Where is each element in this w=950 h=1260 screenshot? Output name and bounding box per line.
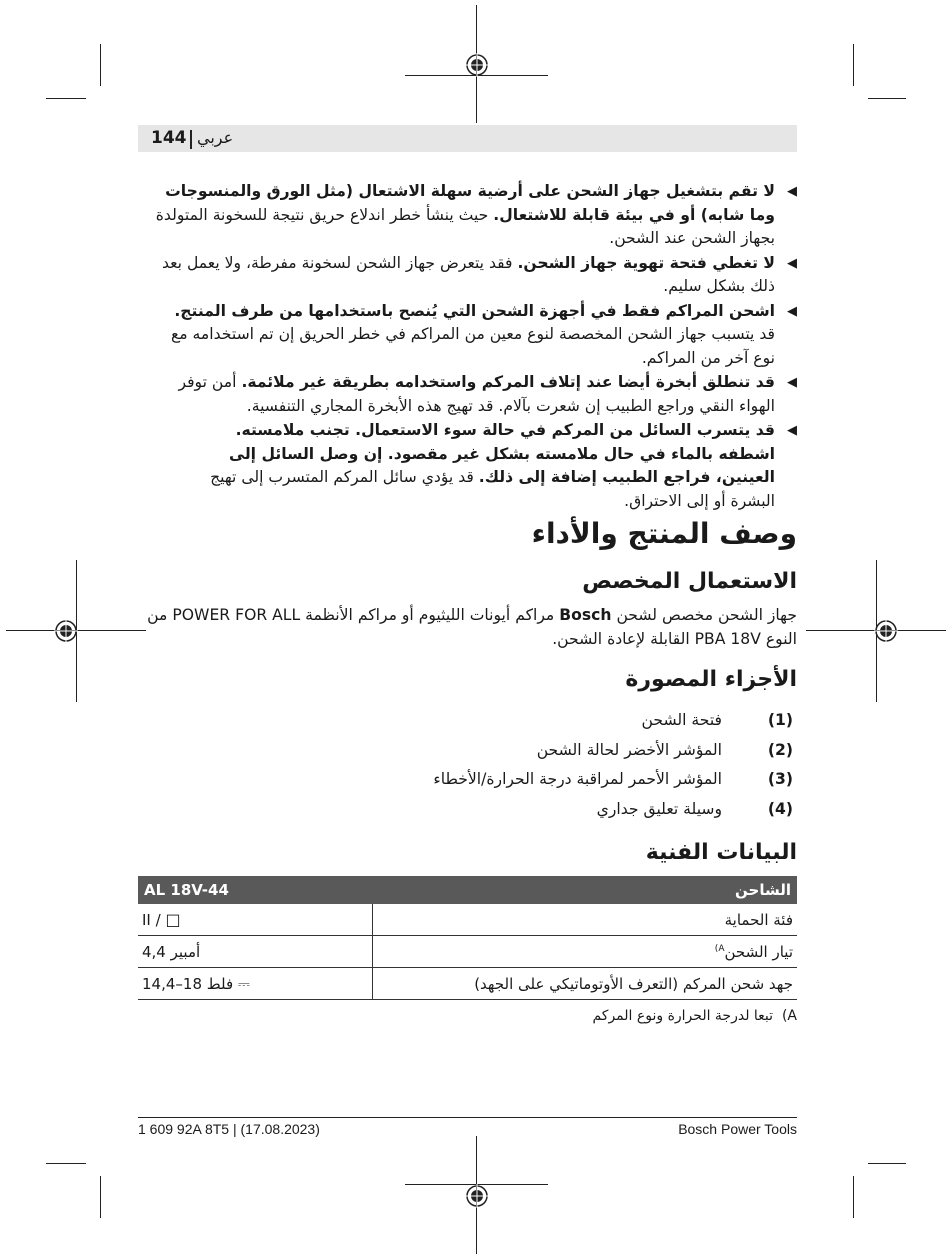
section-title: وصف المنتج والأداء: [531, 517, 797, 550]
bullet-triangle-icon: ◀: [787, 303, 797, 319]
safety-item: [140, 252, 797, 299]
list-item: [140, 770, 797, 800]
header-separator: [190, 130, 192, 149]
table-cell-value: [138, 904, 372, 936]
safety-item: [140, 180, 797, 251]
protection-class-icon: □: [165, 910, 181, 929]
safety-item-text: حيث ينشأ خطر اندلاع حريق نتيجة للسخونة المتولدة بجهاز الشحن عند الشحن.: [155, 205, 775, 247]
safety-warnings: [140, 180, 797, 514]
table-footnote: [592, 1008, 797, 1024]
safety-item: [140, 371, 797, 418]
part-number: (3): [767, 770, 793, 788]
safety-item: [140, 419, 797, 513]
safety-item-bold: قد يتسرب السائل من المركم في حالة سوء الاستعمال. تجنب ملامسته. اشطفه بالماء في حال ملامسته بشكل غير مقصود. إن وصل السائل إلى العينين، فراجع الطبيب إضافة إلى ذلك.: [229, 421, 775, 486]
table-cell-value: [138, 968, 372, 1000]
safety-item-bold: لا تغطي فتحة تهوية جهاز الشحن.: [517, 253, 775, 272]
intended-use-text-before: جهاز الشحن مخصص لشحن: [611, 606, 797, 624]
bullet-triangle-icon: ◀: [787, 423, 797, 438]
part-label: فتحة الشحن: [641, 711, 722, 729]
part-label: المؤشر الأحمر لمراقبة درجة الحرارة/الأخطاء: [433, 770, 722, 788]
part-number: (2): [767, 740, 793, 759]
dc-symbol-icon: ⎓: [237, 974, 250, 993]
crop-mark: [868, 1163, 906, 1164]
model-header: AL 18V-44: [138, 876, 372, 904]
table-row: [138, 968, 797, 1000]
intended-use-heading: الاستعمال المخصص: [582, 569, 797, 594]
registration-mark-icon: [54, 619, 78, 643]
parts-list: [140, 711, 797, 829]
intended-use-text-after: مراكم أيونات الليثيوم أو مراكم الأنظمة POWER FOR ALL من النوع PBA 18V القابلة لإعادة الشحن.: [147, 606, 797, 648]
document-number: 1 609 92A 8T5 | (17.08.2023): [138, 1121, 320, 1137]
bullet-triangle-icon: ◀: [787, 255, 797, 271]
table-row: [138, 936, 797, 968]
safety-item-bold: اشحن المراكم فقط في أجهزة الشحن التي يُنصح باستخدامها من طرف المنتج.: [174, 301, 775, 320]
list-item: [140, 741, 797, 771]
crop-mark: [46, 98, 86, 99]
tech-data-heading: البيانات الفنية: [645, 840, 797, 865]
table-cell-label: جهد شحن المركم (التعرف الأوتوماتيكي على الجهد): [372, 968, 797, 1000]
registration-mark-icon: [874, 619, 898, 643]
part-number: (4): [767, 799, 793, 818]
protection-class-value: II /: [142, 911, 166, 929]
intended-use-text: [140, 604, 797, 651]
page-header-band: [138, 125, 797, 152]
charger-header: الشاحن: [372, 876, 797, 904]
bullet-triangle-icon: ◀: [787, 375, 797, 390]
crop-mark: [853, 44, 854, 86]
bullet-triangle-icon: ◀: [787, 184, 797, 199]
part-number: (1): [767, 711, 793, 729]
table-cell-label: [372, 936, 797, 968]
registration-mark-icon: [465, 53, 489, 77]
table-cell-value: 4,4 أمبير: [138, 936, 372, 968]
table-header-row: [138, 876, 797, 904]
crop-mark: [868, 98, 906, 99]
parts-heading: الأجزاء المصورة: [625, 667, 797, 692]
list-item: [140, 711, 797, 741]
voltage-unit: فلط: [206, 974, 234, 993]
crop-mark: [100, 44, 101, 86]
list-item: [140, 800, 797, 830]
charging-current-label: تيار الشحن: [724, 942, 793, 961]
crop-mark: [853, 1176, 854, 1218]
footer-divider: [138, 1117, 797, 1118]
table-row: [138, 904, 797, 936]
part-label: وسيلة تعليق جداري: [596, 799, 722, 818]
safety-item-bold: قد تنطلق أبخرة أيضا عند إتلاف المركم واستخدامه بطريقة غير ملائمة.: [241, 373, 775, 391]
part-label: المؤشر الأخضر لحالة الشحن: [536, 740, 722, 759]
tech-data-table: [138, 876, 797, 1000]
voltage-value: 14,4–18: [142, 974, 207, 993]
page-number: 144: [151, 128, 187, 148]
footnote-ref: A): [714, 943, 725, 954]
footnote-text: تبعا لدرجة الحرارة ونوع المركم: [592, 1008, 774, 1024]
safety-item-text: قد يتسبب جهاز الشحن المخصصة لنوع معين من المراكم في خطر الحريق إن تم استخدامه مع نوع آخر من المراكم.: [170, 325, 775, 367]
safety-item-text: قد يؤدي سائل المركم المتسرب إلى تهيج البشرة أو إلى الاحتراق.: [210, 468, 775, 510]
safety-item: [140, 300, 797, 371]
table-cell-label: فئة الحماية: [372, 904, 797, 936]
crop-mark: [46, 1163, 86, 1164]
publisher-name: Bosch Power Tools: [678, 1121, 797, 1137]
safety-item-bold: لا تقم بتشغيل جهاز الشحن على أرضية سهلة الاشتعال (مثل الورق والمنسوجات وما شابه) أو في بيئة قابلة للاشتعال.: [165, 182, 775, 224]
safety-item-text: أمن توفر الهواء النقي وراجع الطبيب إن شعرت بآلام. قد تهيج هذه الأبخرة المجاري التنفسية.: [178, 373, 775, 415]
crop-mark: [100, 1176, 101, 1218]
brand-name: Bosch: [559, 606, 612, 624]
safety-item-text: فقد يتعرض جهاز الشحن لسخونة مفرطة، ولا يعمل بعد ذلك بشكل سليم.: [161, 253, 775, 295]
footnote-mark: A): [781, 1008, 797, 1024]
registration-mark-icon: [465, 1184, 489, 1208]
page-language: عربي: [197, 128, 234, 147]
